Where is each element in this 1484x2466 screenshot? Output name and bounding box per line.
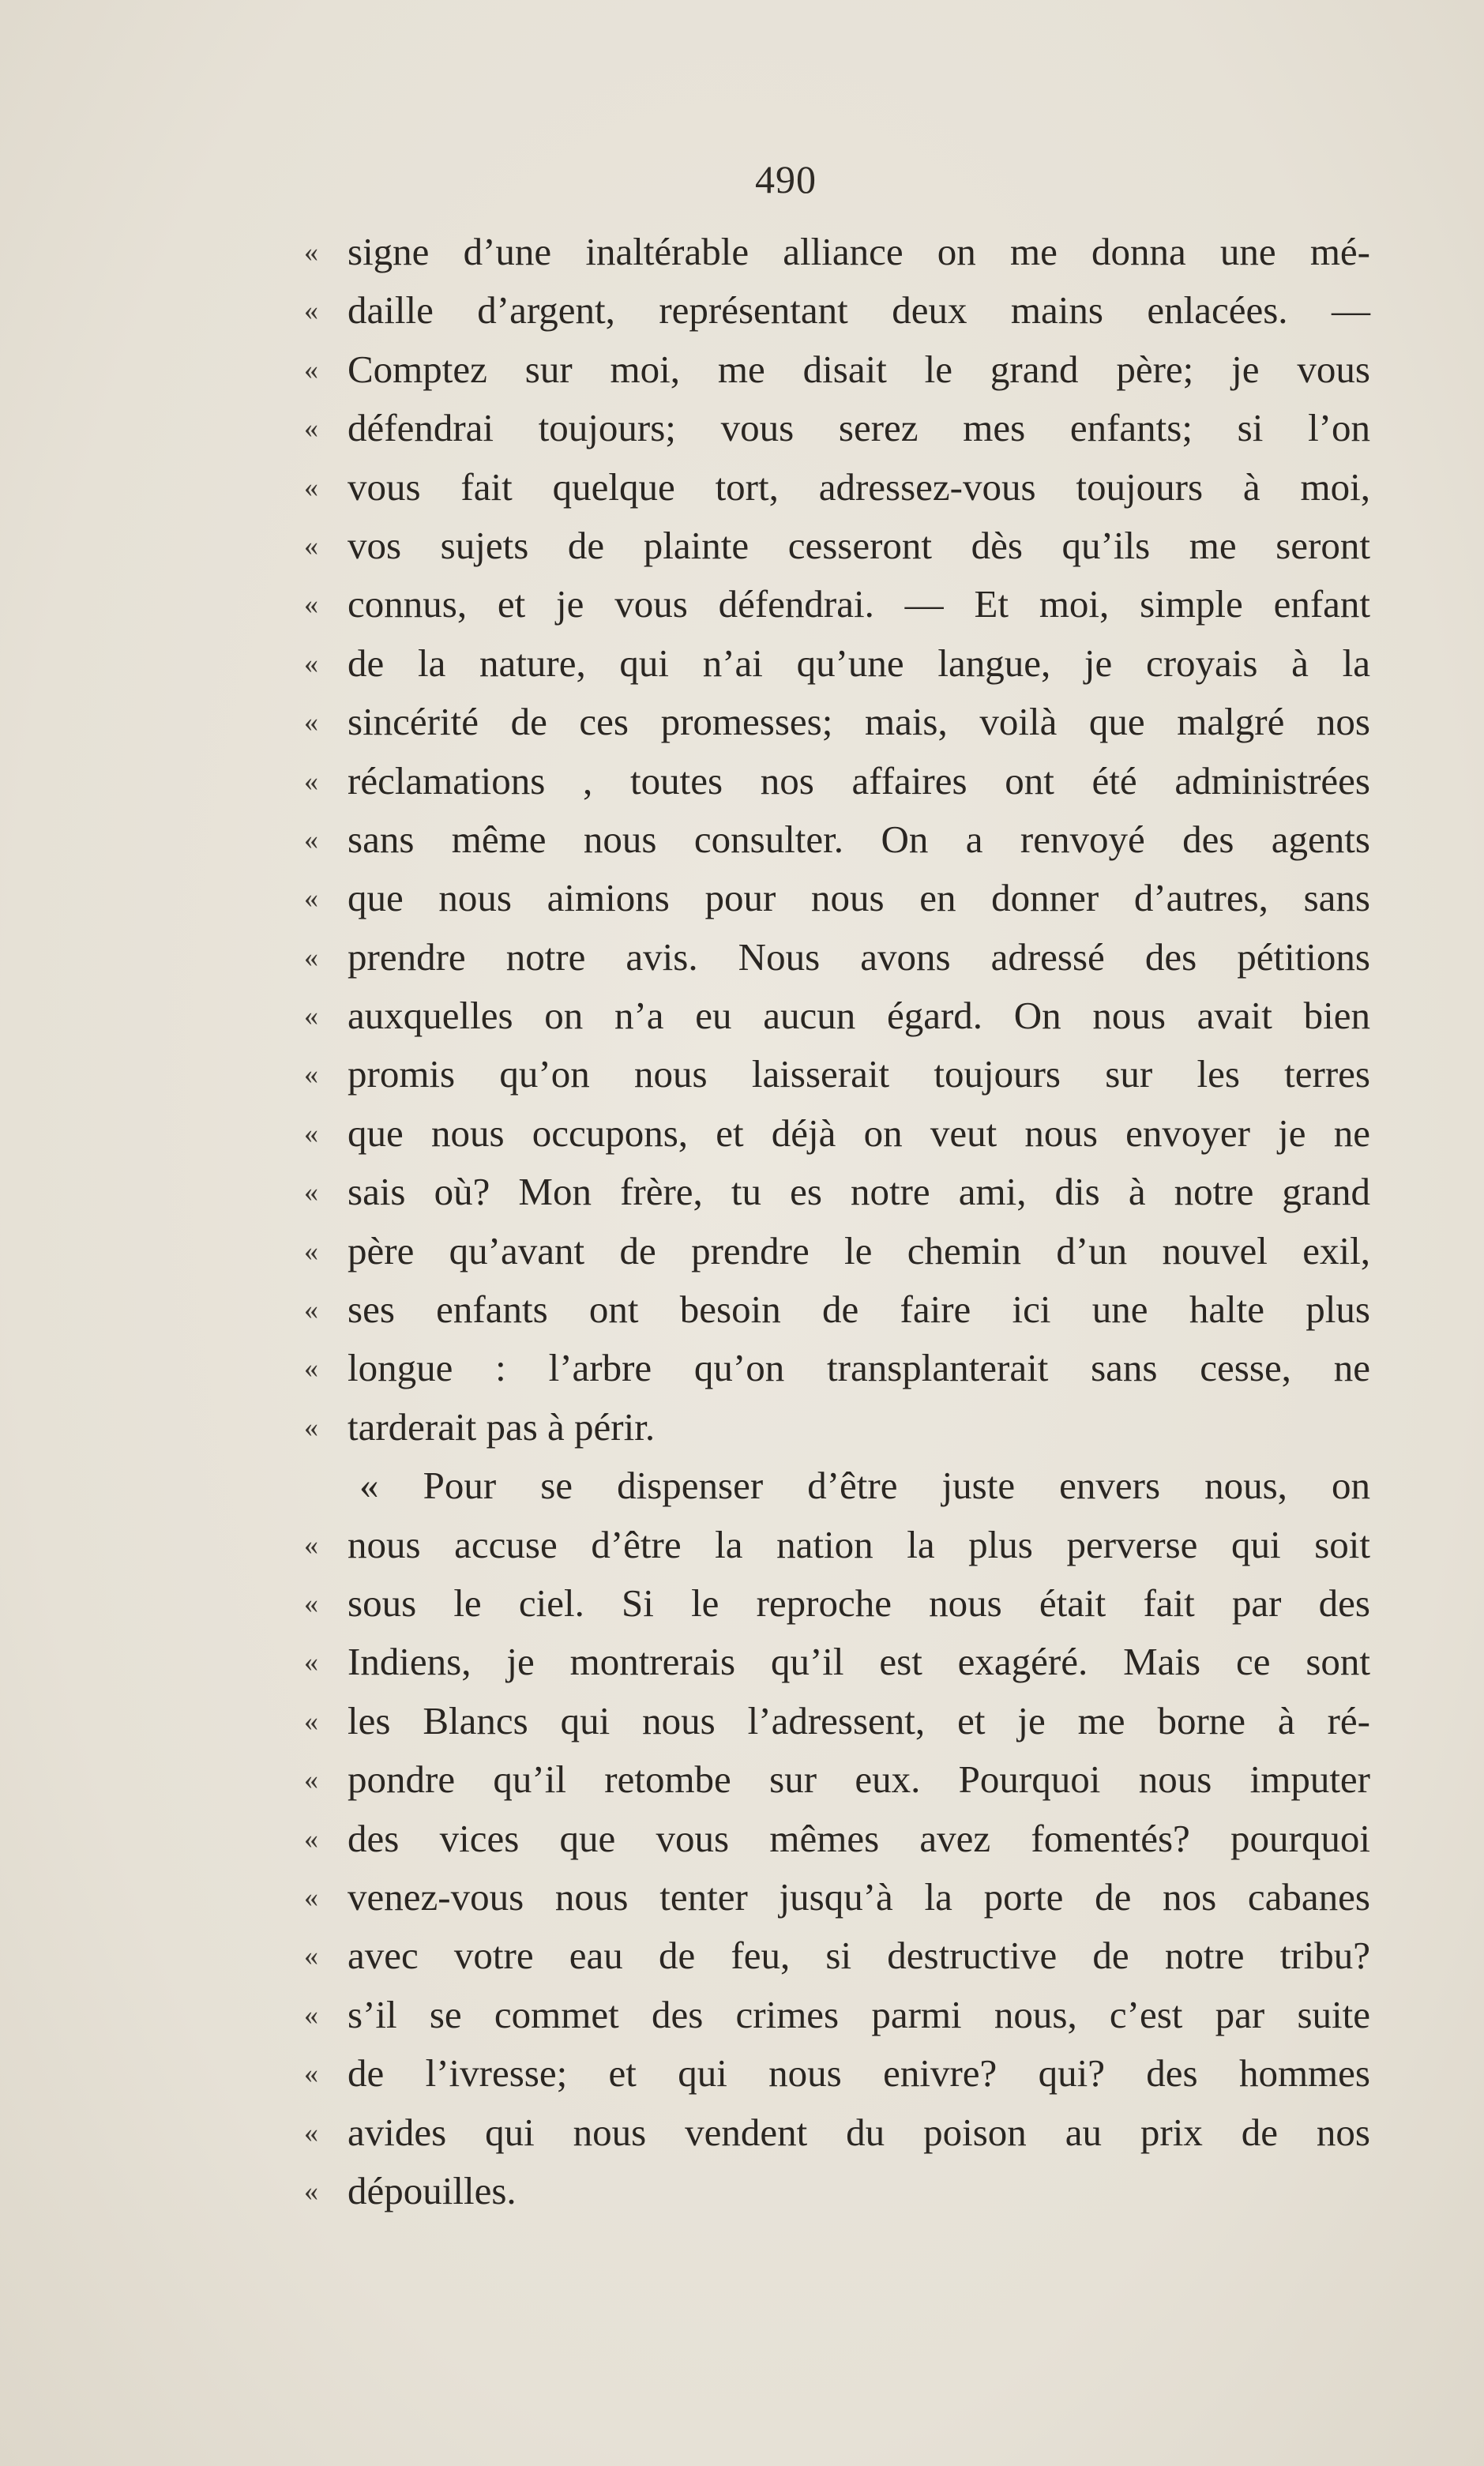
text-line bbox=[304, 1633, 1370, 1691]
text-line bbox=[304, 517, 1370, 575]
line-text: que nous occupons, et déjà on veut nous envoyer je ne bbox=[348, 1111, 1370, 1155]
line-text: ses enfants ont besoin de faire ici une halte plus bbox=[348, 1288, 1370, 1332]
quote-mark: « bbox=[304, 2175, 318, 2207]
line-text: tarderait pas à périr. bbox=[348, 1404, 656, 1449]
line-text: avec votre eau de feu, si destructive de notre tribu? bbox=[348, 1934, 1370, 1978]
text-line bbox=[304, 1222, 1370, 1280]
text-line bbox=[304, 634, 1370, 693]
line-text: longue : l’arbre qu’on transplanterait sans cesse, ne bbox=[348, 1346, 1370, 1390]
text-line bbox=[304, 1927, 1370, 1985]
line-text: Indiens, je montrerais qu’il est exagéré. Mais ce sont bbox=[348, 1640, 1370, 1684]
text-line bbox=[304, 1163, 1370, 1221]
quote-mark: « bbox=[304, 236, 318, 268]
line-text: nous accuse d’être la nation la plus perverse qui soit bbox=[348, 1522, 1370, 1566]
line-text: « Pour se dispenser d’être juste envers nous, on bbox=[359, 1464, 1370, 1508]
page-number: 490 bbox=[755, 157, 817, 201]
line-text: auxquelles on n’a eu aucun égard. On nous avait bien bbox=[348, 994, 1370, 1038]
text-line bbox=[304, 340, 1370, 399]
text-line bbox=[304, 752, 1370, 810]
quote-mark: « bbox=[304, 882, 318, 915]
quote-mark: « bbox=[304, 1235, 318, 1267]
text-line bbox=[304, 399, 1370, 457]
line-text: s’il se commet des crimes parmi nous, c’est par suite bbox=[348, 1992, 1370, 2036]
text-line bbox=[304, 928, 1370, 987]
quote-mark: « bbox=[304, 1587, 318, 1619]
quote-mark: « bbox=[304, 765, 318, 797]
line-text: de la nature, qui n’ai qu’une langue, je croyais à la bbox=[348, 641, 1370, 685]
line-text: dépouilles. bbox=[348, 2168, 517, 2212]
text-line bbox=[304, 1339, 1370, 1397]
quote-mark: « bbox=[304, 1117, 318, 1149]
quote-mark: « bbox=[304, 412, 318, 445]
text-line bbox=[304, 810, 1370, 869]
line-text: père qu’avant de prendre le chemin d’un nouvel exil, bbox=[348, 1228, 1370, 1272]
quote-mark: « bbox=[304, 471, 318, 503]
line-text: promis qu’on nous laisserait toujours sur les terres bbox=[348, 1052, 1370, 1096]
text-line bbox=[304, 2044, 1370, 2103]
line-text: de l’ivresse; et qui nous enivre? qui? des hommes bbox=[348, 2051, 1370, 2096]
line-text: Comptez sur moi, me disait le grand père; je vous bbox=[348, 347, 1370, 391]
quote-mark: « bbox=[304, 1764, 318, 1796]
quote-mark: « bbox=[304, 295, 318, 327]
text-line bbox=[304, 693, 1370, 751]
quote-mark: « bbox=[304, 1940, 318, 1972]
line-text: venez-vous nous tenter jusqu’à la porte de nos cabanes bbox=[348, 1874, 1370, 1919]
text-line bbox=[304, 281, 1370, 340]
text-line bbox=[304, 223, 1370, 281]
line-text: sans même nous consulter. On a renvoyé des agents bbox=[348, 817, 1370, 861]
quote-mark: « bbox=[304, 1176, 318, 1209]
text-line bbox=[304, 1574, 1370, 1633]
text-line bbox=[304, 1104, 1370, 1163]
quote-mark: « bbox=[304, 1294, 318, 1326]
line-text: signe d’une inaltérable alliance on me donna une mé- bbox=[348, 230, 1370, 273]
quote-mark: « bbox=[304, 1705, 318, 1737]
text-line bbox=[304, 1986, 1370, 2044]
text-line bbox=[304, 1810, 1370, 1868]
quote-mark: « bbox=[304, 647, 318, 679]
line-text: réclamations , toutes nos affaires ont été administrées bbox=[348, 758, 1370, 803]
quote-mark: « bbox=[304, 823, 318, 855]
text-line bbox=[304, 1516, 1370, 1574]
line-text: connus, et je vous défendrai. — Et moi, simple enfant bbox=[348, 582, 1370, 626]
quote-mark: « bbox=[304, 1528, 318, 1561]
line-text: vous fait quelque tort, adressez-vous toujours à moi, bbox=[348, 464, 1370, 509]
quote-mark: « bbox=[304, 1000, 318, 1032]
text-line bbox=[304, 2103, 1370, 2162]
quote-mark: « bbox=[304, 1352, 318, 1385]
line-text: que nous aimions pour nous en donner d’autres, sans bbox=[348, 876, 1370, 920]
quote-mark: « bbox=[304, 588, 318, 621]
text-line bbox=[304, 1457, 1370, 1515]
text-line bbox=[304, 1868, 1370, 1927]
text-line bbox=[304, 1280, 1370, 1339]
quote-mark: « bbox=[304, 1881, 318, 1913]
quote-mark: « bbox=[304, 941, 318, 973]
quote-mark: « bbox=[304, 2116, 318, 2148]
line-text: des vices que vous mêmes avez fomentés? pourquoi bbox=[348, 1816, 1370, 1860]
quote-mark: « bbox=[304, 1998, 318, 2031]
text-line bbox=[304, 575, 1370, 633]
line-text: avides qui nous vendent du poison au prix de nos bbox=[348, 2110, 1370, 2154]
quote-mark: « bbox=[304, 529, 318, 562]
line-text: pondre qu’il retombe sur eux. Pourquoi nous imputer bbox=[348, 1757, 1370, 1802]
text-line bbox=[304, 987, 1370, 1045]
quote-mark: « bbox=[304, 2058, 318, 2090]
quote-mark: « bbox=[304, 1646, 318, 1678]
line-text: sous le ciel. Si le reproche nous était fait par des bbox=[348, 1581, 1370, 1625]
line-text: les Blancs qui nous l’adressent, et je me borne à ré- bbox=[348, 1698, 1370, 1742]
text-line bbox=[304, 1398, 1370, 1457]
quote-mark: « bbox=[304, 1058, 318, 1091]
text-line bbox=[304, 458, 1370, 517]
text-line bbox=[304, 1045, 1370, 1103]
line-text: daille d’argent, représentant deux mains enlacées. — bbox=[348, 288, 1370, 333]
quote-mark: « bbox=[304, 706, 318, 739]
line-text: prendre notre avis. Nous avons adressé des pétitions bbox=[348, 934, 1370, 979]
line-text: sincérité de ces promesses; mais, voilà que malgré nos bbox=[348, 700, 1370, 744]
quote-mark: « bbox=[304, 1822, 318, 1855]
quote-mark: « bbox=[304, 353, 318, 385]
line-text: vos sujets de plainte cesseront dès qu’ils me seront bbox=[348, 523, 1370, 567]
text-line bbox=[304, 2162, 1370, 2220]
text-line bbox=[304, 1750, 1370, 1809]
line-text: défendrai toujours; vous serez mes enfants; si l’on bbox=[348, 406, 1370, 450]
text-line bbox=[304, 1692, 1370, 1750]
line-text: sais où? Mon frère, tu es notre ami, dis à notre grand bbox=[348, 1170, 1370, 1214]
text-line bbox=[304, 869, 1370, 927]
quote-mark: « bbox=[304, 1411, 318, 1443]
page-body-text bbox=[304, 223, 1370, 2220]
